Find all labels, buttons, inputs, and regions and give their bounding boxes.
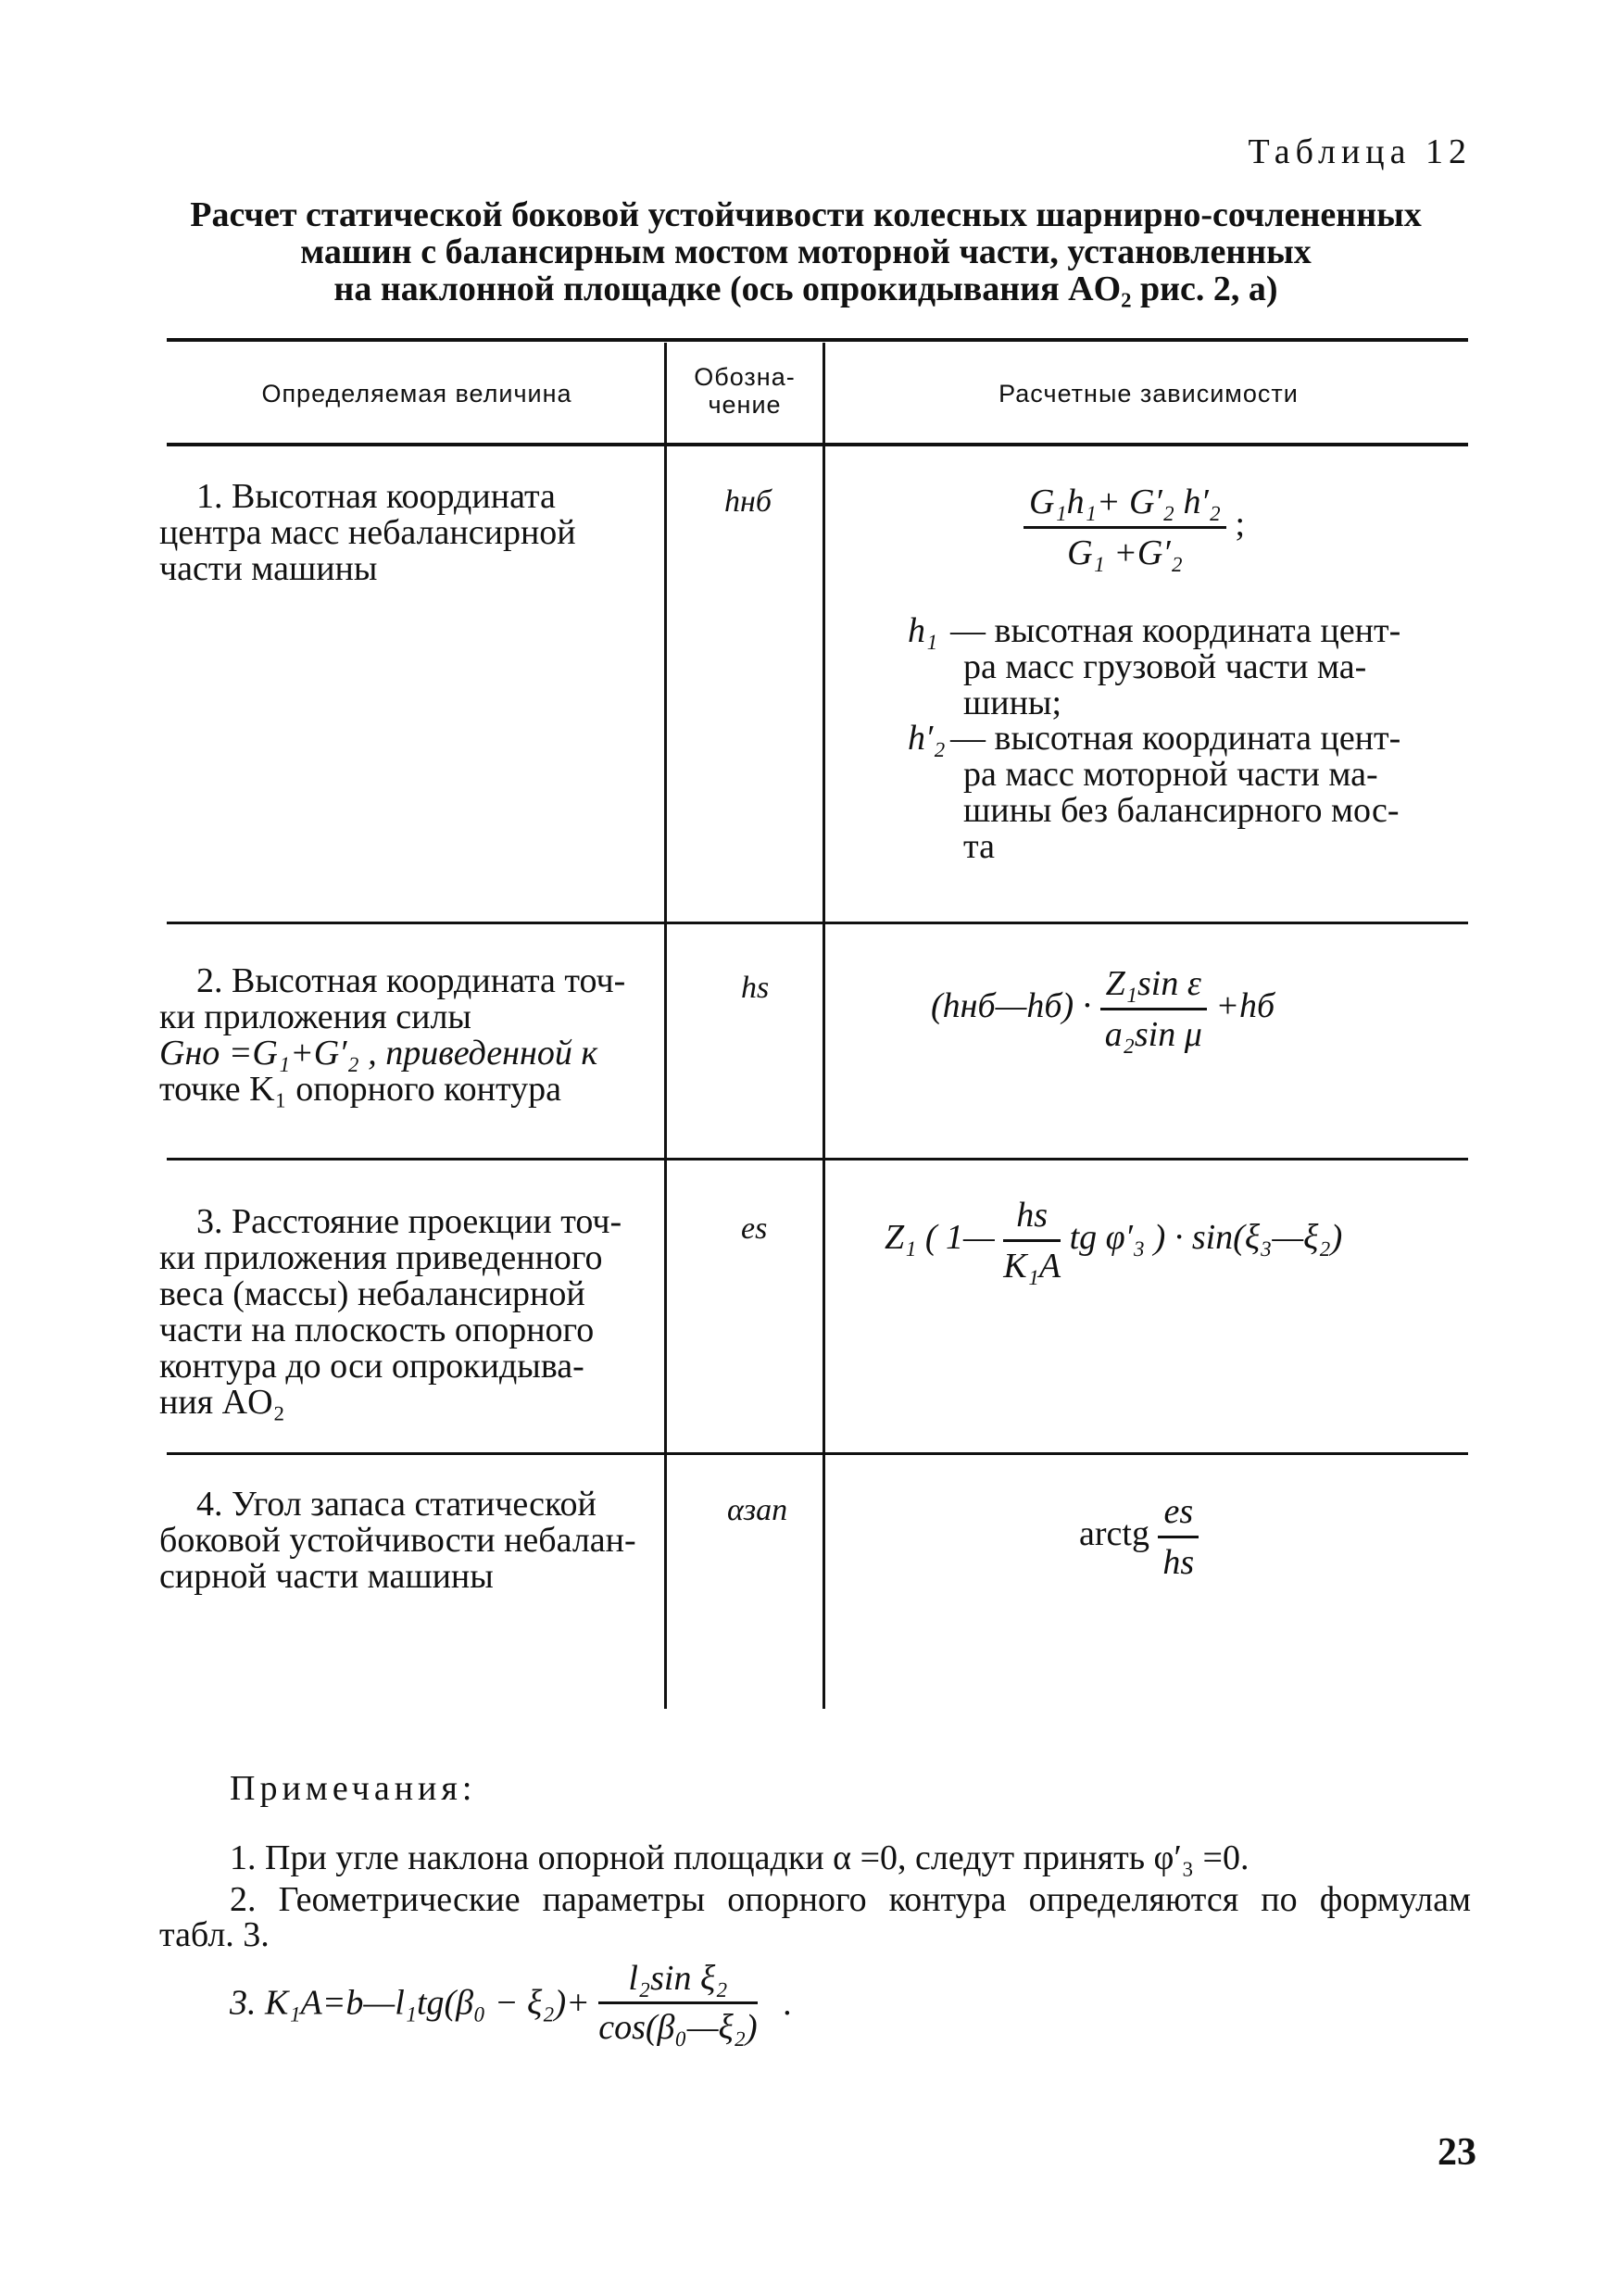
note-3 xyxy=(230,1959,792,2047)
row-4-line-2: боковой устойчивости небалан- xyxy=(159,1521,636,1560)
row-3-formula xyxy=(885,1195,1342,1286)
row-1-note-1-symbol: h₁ xyxy=(908,611,938,650)
row-4-numerator: es xyxy=(1158,1491,1199,1538)
row-2-line-4: точке K₁ опорного контура xyxy=(159,1070,561,1109)
row-3-numerator: hs xyxy=(1003,1195,1061,1242)
title-line-3: на наклонной площадке (ось опрокидывания AO₂ рис. 2, а) xyxy=(333,270,1278,308)
row-3-fraction xyxy=(1003,1195,1061,1286)
row-3-line-3: веса (массы) небалансирной xyxy=(159,1274,585,1313)
row-4-quantity xyxy=(159,1487,655,1595)
row-1-note-2-line-3: шины без балансирного мос- xyxy=(963,791,1400,830)
row-3-quantity xyxy=(159,1204,655,1421)
row-1-quantity xyxy=(159,479,655,587)
header-symbol xyxy=(669,363,821,419)
header-symbol-line-2: чение xyxy=(708,391,782,419)
row-1-formula xyxy=(1023,482,1245,573)
row-2-formula-pre: (hнб—hб) · xyxy=(931,986,1092,1026)
row-4-line-3: сирной части машины xyxy=(159,1557,494,1596)
table-label: Таблица 12 xyxy=(1248,132,1472,171)
row-3-formula-tail: tg φ′₃ ) · sin(ξ₃—ξ₂) xyxy=(1069,1218,1343,1258)
note-3-fraction xyxy=(598,1959,757,2047)
row-2-symbol: hs xyxy=(741,971,770,1005)
row-4-line-1: 4. Угол запаса статической xyxy=(196,1485,597,1524)
row-divider-1 xyxy=(167,922,1468,924)
row-2-quantity xyxy=(159,963,655,1108)
row-1-note-2 xyxy=(908,721,1463,865)
row-2-fraction xyxy=(1100,963,1207,1055)
row-1-fraction xyxy=(1023,482,1226,573)
row-1-denominator: G₁ +G′₂ xyxy=(1067,533,1183,572)
row-3-symbol: es xyxy=(741,1211,768,1246)
table-top-rule xyxy=(167,338,1468,342)
row-1-line-2: центра масс небалансирной xyxy=(159,513,576,552)
row-2-formula xyxy=(931,963,1275,1055)
row-4-fraction xyxy=(1158,1491,1199,1583)
note-3-period: . xyxy=(783,1983,792,2023)
row-3-line-2: ки приложения приведенного xyxy=(159,1238,603,1277)
row-2-formula-tail: +hб xyxy=(1215,986,1275,1026)
row-3-formula-pre: Z₁ ( 1— xyxy=(885,1218,995,1258)
row-4-denominator: hs xyxy=(1162,1543,1195,1582)
row-3-line-5: контура до оси опрокидыва- xyxy=(159,1347,584,1386)
row-1-note-1-line-1: — высотная координата цент- xyxy=(950,611,1401,650)
column-divider-1 xyxy=(664,343,667,1709)
row-2-numerator: Z₁sin ε xyxy=(1100,963,1207,1010)
row-4-formula-pre: arctg xyxy=(1079,1514,1149,1554)
row-1-note-1-line-2: ра масс грузовой части ма- xyxy=(963,647,1367,686)
row-2-line-2: ки приложения силы xyxy=(159,997,471,1036)
row-2-denominator: a₂sin μ xyxy=(1104,1015,1202,1054)
header-formula: Расчетные зависимости xyxy=(998,380,1299,408)
row-1-note-1-line-3: шины; xyxy=(963,684,1062,722)
row-3-denominator: K₁A xyxy=(1003,1247,1061,1286)
note-3-denominator: cos(β₀—ξ₂) xyxy=(598,2008,758,2047)
row-1-note-1 xyxy=(908,613,1463,721)
row-3-line-6: ния AO₂ xyxy=(159,1383,285,1422)
row-1-note-2-line-2: ра масс моторной части ма- xyxy=(963,755,1378,794)
row-3-line-1: 3. Расстояние проекции точ- xyxy=(196,1202,622,1241)
row-2-line-1: 2. Высотная координата точ- xyxy=(196,961,626,1000)
column-divider-2 xyxy=(823,343,825,1709)
row-1-semicolon: ; xyxy=(1235,505,1246,545)
table-title xyxy=(167,196,1445,307)
header-symbol-line-1: Обозна- xyxy=(694,363,796,391)
notes-title: Примечания: xyxy=(230,1769,477,1808)
note-2: 2. Геометрические параметры опорного контура определяются по формулам xyxy=(230,1880,1471,1919)
row-divider-3 xyxy=(167,1452,1468,1455)
row-1-symbol: hнб xyxy=(724,484,772,519)
row-1-line-1: 1. Высотная координата xyxy=(196,477,556,516)
row-1-note-2-symbol: h′₂ xyxy=(908,719,946,758)
row-divider-2 xyxy=(167,1158,1468,1161)
row-1-numerator: G₁h₁+ G′₂ h′₂ xyxy=(1023,482,1226,529)
page-number: 23 xyxy=(1438,2131,1476,2174)
row-1-note-2-line-1: — высотная координата цент- xyxy=(950,719,1401,758)
row-2-line-3: Gно =G₁+G′₂ , приведенной к xyxy=(159,1034,598,1073)
title-line-2: машин с балансирным мостом моторной части, установленных xyxy=(300,232,1312,271)
note-3-formula-start: 3. K₁A=b—l₁tg(β₀ − ξ₂)+ xyxy=(230,1983,590,2023)
note-3-numerator: l₂sin ξ₂ xyxy=(598,1959,757,2004)
header-bottom-rule xyxy=(167,443,1468,446)
title-line-1: Расчет статической боковой устойчивости колесных шарнирно-сочлененных xyxy=(190,195,1422,234)
header-quantity: Определяемая величина xyxy=(261,380,572,408)
note-2-continued: табл. 3. xyxy=(159,1915,270,1954)
row-1-line-3: части машины xyxy=(159,549,378,588)
row-4-formula xyxy=(1079,1491,1199,1583)
note-1: 1. При угле наклона опорной площадки α =0, следут принять φ′₃ =0. xyxy=(230,1838,1250,1877)
row-4-symbol: αзап xyxy=(727,1493,788,1527)
row-1-note-2-line-4: та xyxy=(963,827,995,866)
row-3-line-4: части на плоскость опорного xyxy=(159,1311,595,1349)
